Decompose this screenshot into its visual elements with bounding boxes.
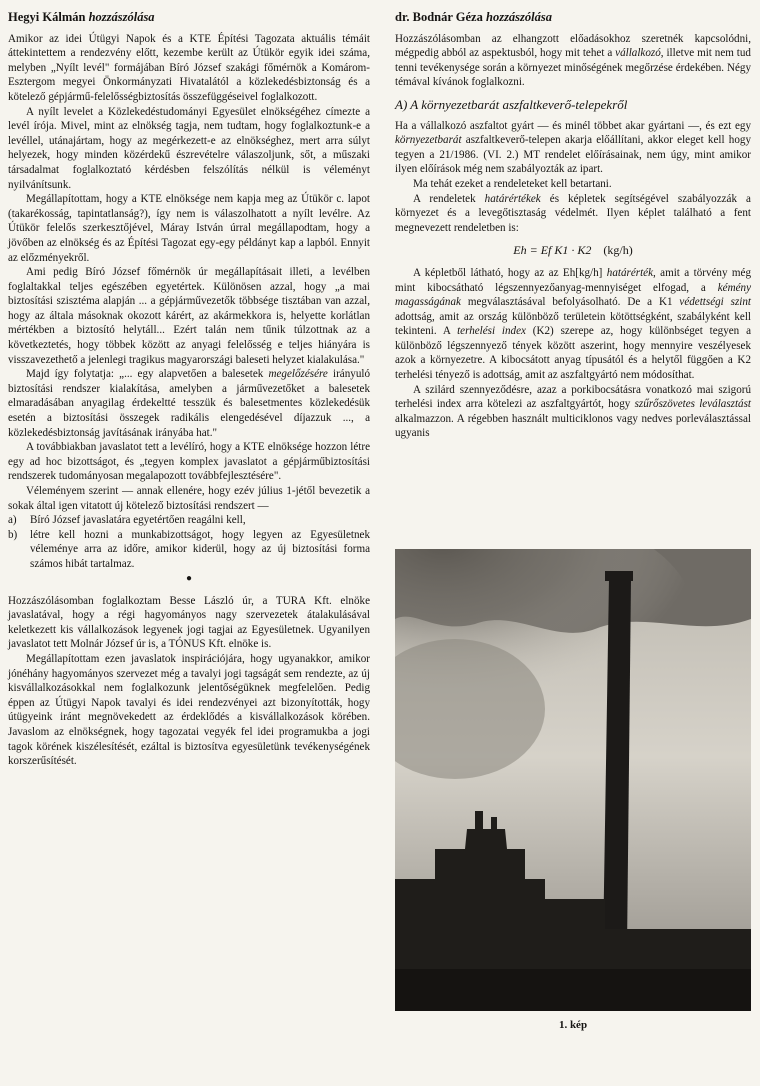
emphasis: terhelési index: [457, 325, 526, 338]
paragraph: [395, 32, 751, 90]
paragraph: Megállapítottam ezen javaslatok inspirációjára, hogy ugyanakkor, amikor jónéhány hagyományos szervezet még a tavalyi jogi tagságát sem rendezte, az új kisvállalkozásokkal nem foglalkozunk jelentőségüknek megfelelően. Pedig éppen az Útügyi Napok tavalyi és idei rendezvényei azt bizonyították, hogy útügyeink iránt megnövekedett az érdeklődés a kisvállalkozások körében. Javaslom az elnökségnek, hogy tagozatai vegyék fel idei programukba a jogi tagok körének kiszélesítését, ezáltal is biztosítva egyesületünk tevékenységének korszerűsítését.: [8, 652, 370, 768]
paragraph-text: , amit a törvény még mint kibocsátható légszennyezőanyag-mennyiséget elfogad, a: [395, 266, 752, 294]
photo-stack-small: [491, 817, 497, 831]
paragraph: Hozzászólásomban foglalkoztam Besse László úr, a TURA Kft. elnöke javaslatával, hogy a régi hagyományos nagy szervezetek átalakulásával keletkezett kis vállalkozások legyenek jogi tagjai az Egyesületnek. Ugyanilyen javaslatot tett Molnár József úr is, a TÓNUS Kft. elnöke is.: [8, 594, 370, 651]
proposal-list: [8, 513, 370, 571]
paragraph: Véleményem szerint — annak ellenére, hogy ezév július 1-jétől bevezetik a sokak által igen vitatott új kötelező biztosítási rendszert —: [8, 485, 370, 512]
emphasis: szűrőszövetes leválasztást: [634, 398, 751, 411]
paragraph: Amikor az idei Útügyi Napok és a KTE Építési Tagozata aktuális témáit áttekintettem a rendezvény előtt, kezembe került az Útükör egyik idei száma, melyben „Nyílt levél" formájában Bíró József szakági főmérnök a Komárom-Esztergom megyei Önkormányzati Hivatalától a közlekedésbiztonság és a kötelező gépjármű-felelősségbiztosítás összefüggéseivel foglalkozott.: [8, 32, 370, 103]
paragraph-text: Ha a vállalkozó aszfaltot gyárt — és minél többet akar gyártani —, és ezt egy: [395, 119, 751, 132]
paragraph-text: megválasztásával befolyásolható. De a K1: [460, 296, 680, 309]
photo-stack-small: [475, 811, 483, 831]
chimney-photo-image: [395, 549, 751, 1011]
article-heading-bodnar: [395, 10, 751, 25]
photo-caption: 1. kép: [558, 1019, 588, 1031]
paragraph-text: alkalmazzon. A régebben használt multiciklonos vagy nedves porleválasztással ugyanis: [395, 412, 751, 440]
paragraph-text: aszfaltkeverő-telepen akarja előállítani, akkor eleget kell hogy tegyen a 21/1986. (VI. 2.) MT rendelet előírásainak, nem úgy, mint amikor ilyen előírások még nem szabályozták az ipart.: [395, 134, 751, 176]
right-column: [395, 6, 751, 441]
section-heading-a: A) A környezetbarát aszfaltkeverő-telepekről: [395, 96, 628, 112]
paragraph-text: (K2) szerepe az, hogy különbséget tegyen a különböző légszennyező tények között aszerint, hogy mennyire veszélyesek azok a környezetre. A kibocsátott anyag típusától és a helytől függően a K2 terhelési tényező is adottság, amit az aszfaltgyártó nem módosíthat.: [395, 325, 751, 382]
paragraph-text: A rendeletek: [413, 192, 485, 205]
emphasis: vállalkozó: [615, 47, 661, 60]
photo-ground: [395, 969, 751, 1011]
list-item: [8, 513, 370, 528]
emphasis: védettségi szint: [679, 296, 751, 309]
photo-chimney-top: [605, 571, 633, 581]
paragraph: [8, 367, 370, 440]
list-item: [8, 528, 370, 572]
paragraph: A nyílt levelet a Közlekedéstudományi Egyesület elnökségéhez címezte a levél írója. Mivel, mint az elnökség tagja, nem tudtam, hogy foglalkoztunk-e a levéllel, utánajártam, hogy az megérkezett-e az elnökséghez, mert arra súlyt helyezek, hogy minden közérdekű észrevételre válaszoljunk, sőt, a műszaki társadalmat foglalkoztató kérdésben felszólítás nélkül is véleményt nyilvánítsunk.: [8, 105, 370, 191]
paragraph: [395, 119, 751, 177]
section-separator: ●: [185, 572, 193, 584]
author-name: dr. Bodnár Géza: [395, 10, 483, 24]
formula-unit: (kg/h): [603, 243, 633, 258]
paragraph: A továbbiakban javaslatot tett a levélíró, hogy a KTE elnöksége hozzon létre egy ad hoc bizottságot, és „tegyen komplex javaslatot a gépjárműbiztosítási rendszerek tudományosan megalapozott továbbfejlesztésére".: [8, 441, 370, 483]
paragraph-text: Majd így folytatja: „... egy alapvetően a balesetek: [26, 368, 269, 381]
emphasis: határérték: [606, 266, 653, 279]
paragraph-text: irányuló biztosítási rendszer kialakítása, amelyben a járművezetőket a balesetek elmaradásában anyagilag érdekeltté tesszük és balesetmentes közlekedésük esetén a biztosítási összegek radikális elengedésével díjazzuk ..., a közlekedésbiztonság javításának irányába hat.": [8, 368, 370, 439]
list-item-text: létre kell hozni a munkabizottságot, hogy legyen az Egyesületnek véleménye arra az időre, amikor kiderül, hogy az új biztosítási forma számos hibát tartalmaz.: [30, 528, 370, 570]
article-heading-hegyi: [8, 10, 370, 25]
emphasis: határértékek: [484, 192, 541, 205]
paragraph: [395, 266, 751, 383]
formula-expression: Eh = Ef K1 · K2: [513, 243, 592, 258]
paragraph: [395, 192, 751, 236]
list-item-text: Bíró József javaslatára egyetértően reagálni kell,: [30, 514, 246, 527]
emphasis: megelőzésére: [268, 368, 328, 381]
paragraph-text: A képletből látható, hogy az az Eh[kg/h]: [413, 266, 607, 279]
paragraph-text: adottság, amit az ország különböző területein kötöttségként, szabályként kell tekinteni. A: [395, 310, 751, 338]
author-name: Hegyi Kálmán: [8, 10, 86, 24]
paragraph: Ami pedig Bíró József főmérnök úr megállapításait illeti, a levélben foglaltakkal teljes egészében egyetértek. Különösen azzal, hogy „a mai biztosítási szisztéma alapján ... a gépjárművezetők többsége tisztában van azzal, hogy az általa másoknak okozott kárért, az akármekkora is, helyette korlátlan mértékben a biztosító helytáll... Ezért talán nem tűnik túlzottnak az a következtetés, hogy többek között az anyagi felelősség e teljes hiányára is visszavezethető a jelenlegi tragikus magyarországi baleseti helyzet kialakulása.": [8, 266, 370, 366]
emphasis: környezetbarát: [395, 134, 462, 147]
paragraph: [395, 383, 751, 441]
paragraph: Megállapítottam, hogy a KTE elnöksége nem kapja meg az Útükör c. lapot (takarékosság, tapintatlanság?), így nem is válaszolhatott a nyílt levélre. Az Útükör felelős szerkesztőjével, Máray István úrral megállapodtam, hogy a jövőben az elnökség és az Építési Tagozat egy-egy példányt kap a lapból. Ennyit az előzményekről.: [8, 193, 370, 264]
paragraph-text: , illetve mit nem tud tenni tevékenysége során a környezet minőségének megőrzése érdekében. Négy témával kívánok foglalkozni.: [395, 47, 751, 89]
formula: [395, 243, 751, 258]
chimney-photo: [395, 549, 751, 1011]
emphasis: kémény magasságának: [395, 281, 751, 309]
paragraph-text: és képletek segítségével szabályozzák a környezet és a levegőtisztaság védelmét. Ilyen képlet található a fent megnevezett rendeletben is:: [395, 192, 751, 234]
paragraph-text: A szilárd szennyeződésre, azaz a porkibocsátásra vonatkozó mai szigorú terhelési index arra kötelezi az aszfaltgyártót, hogy: [395, 383, 751, 411]
author-suffix: hozzászólása: [486, 10, 552, 24]
paragraph-text: Hozzászólásomban az elhangzott előadásokhoz szeretnék kapcsolódni, mégpedig abból az aspektusból, hogy mit tehet a: [395, 32, 751, 60]
list-marker: b): [8, 528, 18, 541]
paragraph: Ma tehát ezeket a rendeleteket kell betartani.: [413, 177, 612, 190]
author-suffix: hozzászólása: [88, 10, 155, 24]
list-marker: a): [8, 514, 17, 527]
left-column: [8, 6, 370, 769]
